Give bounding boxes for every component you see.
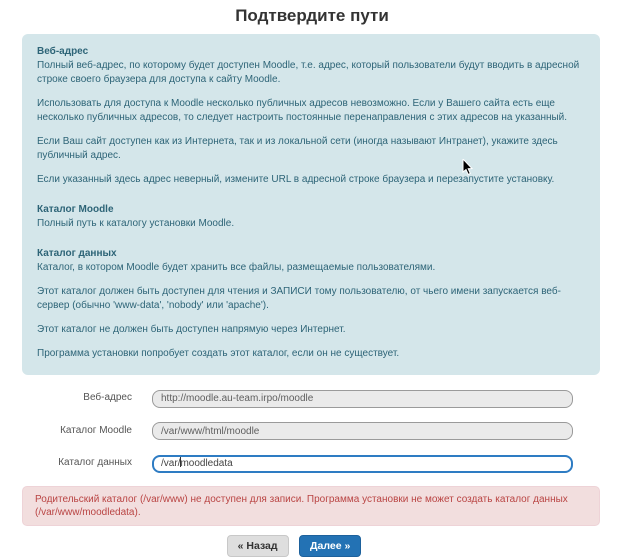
paths-info-box	[22, 34, 600, 375]
back-button[interactable]: « Назад	[227, 535, 289, 557]
info-paragraph: Полный путь к каталогу установки Moodle.	[37, 218, 235, 229]
info-section-moodle-dir	[37, 203, 585, 231]
info-paragraph: Если Ваш сайт доступен как из Интернета, так и из локальной сети (иногда называют Интранет), укажите здесь публичный адрес.	[37, 136, 558, 161]
info-paragraph: Программа установки попробует создать этот каталог, если он не существует.	[37, 348, 400, 359]
moodle-dir-input[interactable]	[152, 422, 573, 440]
info-paragraph: Этот каталог не должен быть доступен напрямую через Интернет.	[37, 324, 346, 335]
paths-form	[0, 388, 624, 473]
web-address-label: Веб-адрес	[83, 392, 132, 404]
info-heading-web-address: Веб-адрес	[37, 46, 89, 57]
form-row-web-address	[0, 388, 624, 408]
info-paragraph: Использовать для доступа к Moodle несколько публичных адресов невозможно. Если у Вашего сайта есть еще несколько публичных адресов, то следует настроить постоянные перенаправления с этих адресов на указанный.	[37, 98, 568, 123]
next-button[interactable]: Далее »	[299, 535, 361, 557]
page-title: Подтвердите пути	[235, 6, 389, 25]
info-heading-data-dir: Каталог данных	[37, 248, 117, 259]
info-paragraph: Если указанный здесь адрес неверный, измените URL в адресной строке браузера и перезапустите установку.	[37, 174, 555, 185]
info-paragraph: Каталог, в котором Moodle будет хранить все файлы, размещаемые пользователями.	[37, 262, 436, 273]
info-section-web-address	[37, 45, 585, 187]
info-paragraph: Полный веб-адрес, по которому будет доступен Moodle, т.е. адрес, который пользователи будут вводить в адресной строке своего браузера для доступа к сайту Moodle.	[37, 60, 580, 85]
info-heading-moodle-dir: Каталог Moodle	[37, 204, 114, 215]
data-dir-label: Каталог данных	[58, 457, 132, 469]
moodle-dir-label: Каталог Moodle	[60, 424, 132, 436]
navigation-buttons	[0, 535, 606, 557]
form-row-data-dir	[0, 453, 624, 473]
info-section-data-dir	[37, 247, 585, 361]
error-message-box	[22, 486, 600, 526]
error-message-text: Родительский каталог (/var/www) не доступен для записи. Программа установки не может создать каталог данных (/var/www/moodledata).	[35, 493, 568, 518]
data-dir-input[interactable]	[152, 455, 573, 473]
form-row-moodle-dir	[0, 421, 624, 441]
web-address-input[interactable]	[152, 390, 573, 408]
info-paragraph: Этот каталог должен быть доступен для чтения и ЗАПИСИ тому пользователю, от чьего имени запускается веб-сервер (обычно 'www-data', 'nobody' или 'apache').	[37, 286, 561, 311]
